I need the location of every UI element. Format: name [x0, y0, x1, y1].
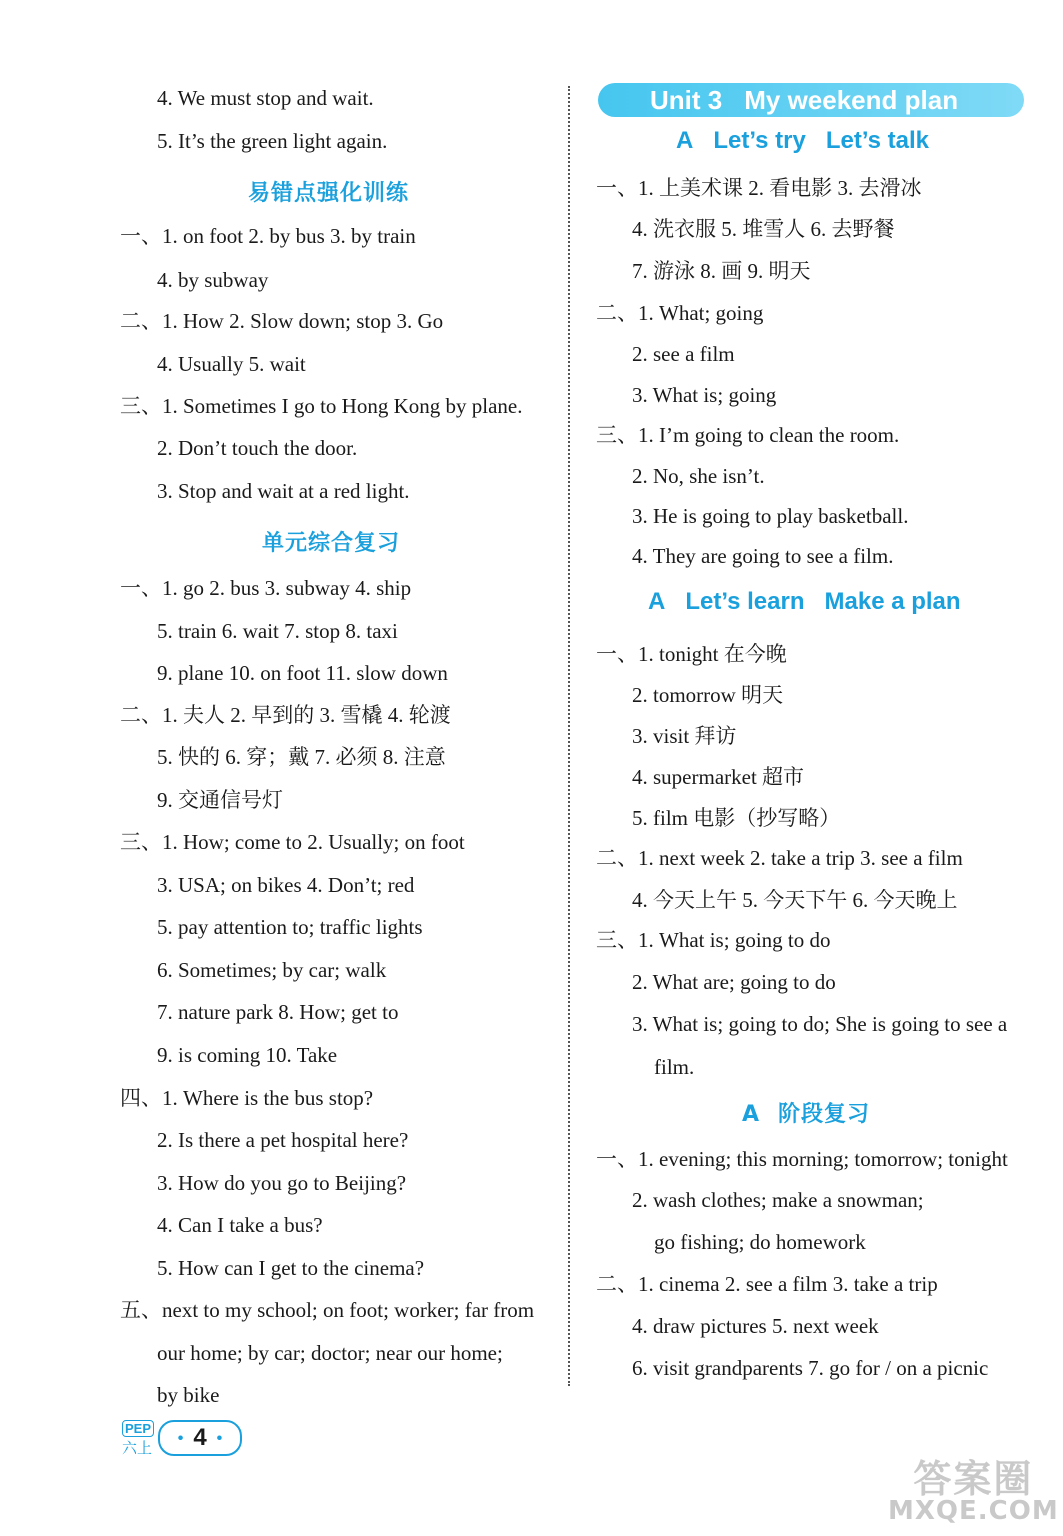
answer-line: 5. train 6. wait 7. stop 8. taxi	[157, 619, 398, 643]
answer-line: 9. 交通信号灯	[157, 788, 283, 812]
answer-line: 2. Is there a pet hospital here?	[157, 1128, 409, 1152]
answer-line: 2. No, she isn’t.	[632, 464, 765, 488]
answer-line: 3. visit 拜访	[632, 724, 737, 748]
page-footer	[120, 1418, 250, 1458]
page-number-box	[158, 1420, 242, 1456]
answer-line: by bike	[157, 1383, 220, 1407]
section-title-lets-learn-plan	[648, 588, 981, 616]
answer-line: 二、1. How 2. Slow down; stop 3. Go	[120, 309, 444, 333]
grade-label: 六上	[122, 1439, 153, 1457]
dot-icon: •	[216, 1429, 223, 1447]
answer-line: 4. They are going to see a film.	[632, 544, 894, 568]
section-title-part: Let’s learn	[685, 588, 805, 615]
answer-line: 5. 快的 6. 穿；戴 7. 必须 8. 注意	[157, 745, 446, 769]
answer-line: 五、next to my school; on foot; worker; far from	[120, 1298, 535, 1322]
answer-line: 5. film 电影（抄写略）	[632, 806, 841, 830]
section-title-unit-review: 单元综合复习	[262, 531, 401, 556]
answer-line: 7. nature park 8. How; get to	[157, 1000, 399, 1024]
answer-line: 9. plane 10. on foot 11. slow down	[157, 661, 448, 685]
answer-line: 2. tomorrow 明天	[632, 683, 784, 707]
section-letter: A	[648, 588, 666, 615]
section-title-lets-try-talk	[676, 127, 949, 155]
watermark-cn: 答案圈	[913, 1457, 1034, 1501]
answer-line: 二、1. 夫人 2. 早到的 3. 雪橇 4. 轮渡	[120, 703, 451, 727]
answer-line: 三、1. How; come to 2. Usually; on foot	[120, 830, 465, 854]
answer-line: 二、1. next week 2. take a trip 3. see a film	[596, 846, 963, 870]
dot-icon: •	[177, 1429, 184, 1447]
answer-line: our home; by car; doctor; near our home;	[157, 1341, 503, 1365]
answer-line: 3. How do you go to Beijing?	[157, 1171, 407, 1195]
unit-number: Unit 3	[650, 85, 723, 115]
answer-line: 3. He is going to play basketball.	[632, 504, 909, 528]
answer-line: 2. see a film	[632, 342, 735, 366]
answer-line: 3. Stop and wait at a red light.	[157, 479, 410, 503]
answer-line: 四、1. Where is the bus stop?	[120, 1086, 374, 1110]
answer-line: 3. What is; going	[632, 383, 777, 407]
answer-line: 三、1. What is; going to do	[596, 928, 831, 952]
answer-line: 一、1. go 2. bus 3. subway 4. ship	[120, 576, 412, 600]
section-title-stage-review	[742, 1097, 870, 1128]
answer-line: 二、1. cinema 2. see a film 3. take a trip	[596, 1272, 938, 1296]
answer-line: 4. 今天上午 5. 今天下午 6. 今天晚上	[632, 888, 958, 912]
section-title-part: Let’s try	[713, 127, 806, 154]
answer-line: 2. What are; going to do	[632, 970, 836, 994]
answer-line: 4. by subway	[157, 268, 269, 292]
section-title-part: 阶段复习	[778, 1102, 871, 1127]
answer-line: 一、1. evening; this morning; tomorrow; tonight	[596, 1147, 1008, 1171]
answer-line: 4. We must stop and wait.	[157, 86, 374, 110]
section-title-part: Make a plan	[824, 588, 961, 615]
answer-line: go fishing; do homework	[654, 1230, 866, 1254]
unit-banner	[598, 83, 1024, 117]
answer-line: 三、1. Sometimes I go to Hong Kong by plane.	[120, 394, 523, 418]
answer-line: 7. 游泳 8. 画 9. 明天	[632, 259, 811, 283]
answer-line: 2. wash clothes; make a snowman;	[632, 1188, 924, 1212]
answer-line: 6. visit grandparents 7. go for / on a picnic	[632, 1356, 989, 1380]
answer-line: 2. Don’t touch the door.	[157, 436, 358, 460]
answer-line: 5. pay attention to; traffic lights	[157, 915, 423, 939]
answer-line: 4. Usually 5. wait	[157, 352, 306, 376]
answer-line: film.	[654, 1055, 695, 1079]
edition-badge: PEP	[122, 1420, 154, 1437]
answer-line: 三、1. I’m going to clean the room.	[596, 423, 900, 447]
watermark	[888, 1457, 1059, 1526]
section-letter: A	[742, 1102, 761, 1127]
answer-line: 5. It’s the green light again.	[157, 129, 388, 153]
answer-line: 3. What is; going to do; She is going to see a	[632, 1012, 1008, 1036]
answer-line: 二、1. What; going	[596, 301, 764, 325]
answer-line: 一、1. tonight 在今晚	[596, 642, 787, 666]
section-title-error-training: 易错点强化训练	[248, 181, 410, 206]
answer-line: 3. USA; on bikes 4. Don’t; red	[157, 873, 415, 897]
answer-line: 4. draw pictures 5. next week	[632, 1314, 879, 1338]
section-letter: A	[676, 127, 694, 154]
page-number: 4	[193, 1424, 207, 1451]
answer-line: 一、1. 上美术课 2. 看电影 3. 去滑冰	[596, 176, 922, 200]
watermark-url: MXQE.COM	[888, 1496, 1059, 1526]
answer-line: 9. is coming 10. Take	[157, 1043, 338, 1067]
section-title-part: Let’s talk	[825, 127, 929, 154]
answer-line: 4. Can I take a bus?	[157, 1213, 323, 1237]
answer-line: 一、1. on foot 2. by bus 3. by train	[120, 224, 416, 248]
column-divider	[568, 86, 570, 1386]
answer-line: 4. 洗衣服 5. 堆雪人 6. 去野餐	[632, 217, 895, 241]
unit-name: My weekend plan	[744, 85, 959, 115]
answer-line: 6. Sometimes; by car; walk	[157, 958, 387, 982]
answer-line: 5. How can I get to the cinema?	[157, 1256, 425, 1280]
answer-line: 4. supermarket 超市	[632, 765, 805, 789]
